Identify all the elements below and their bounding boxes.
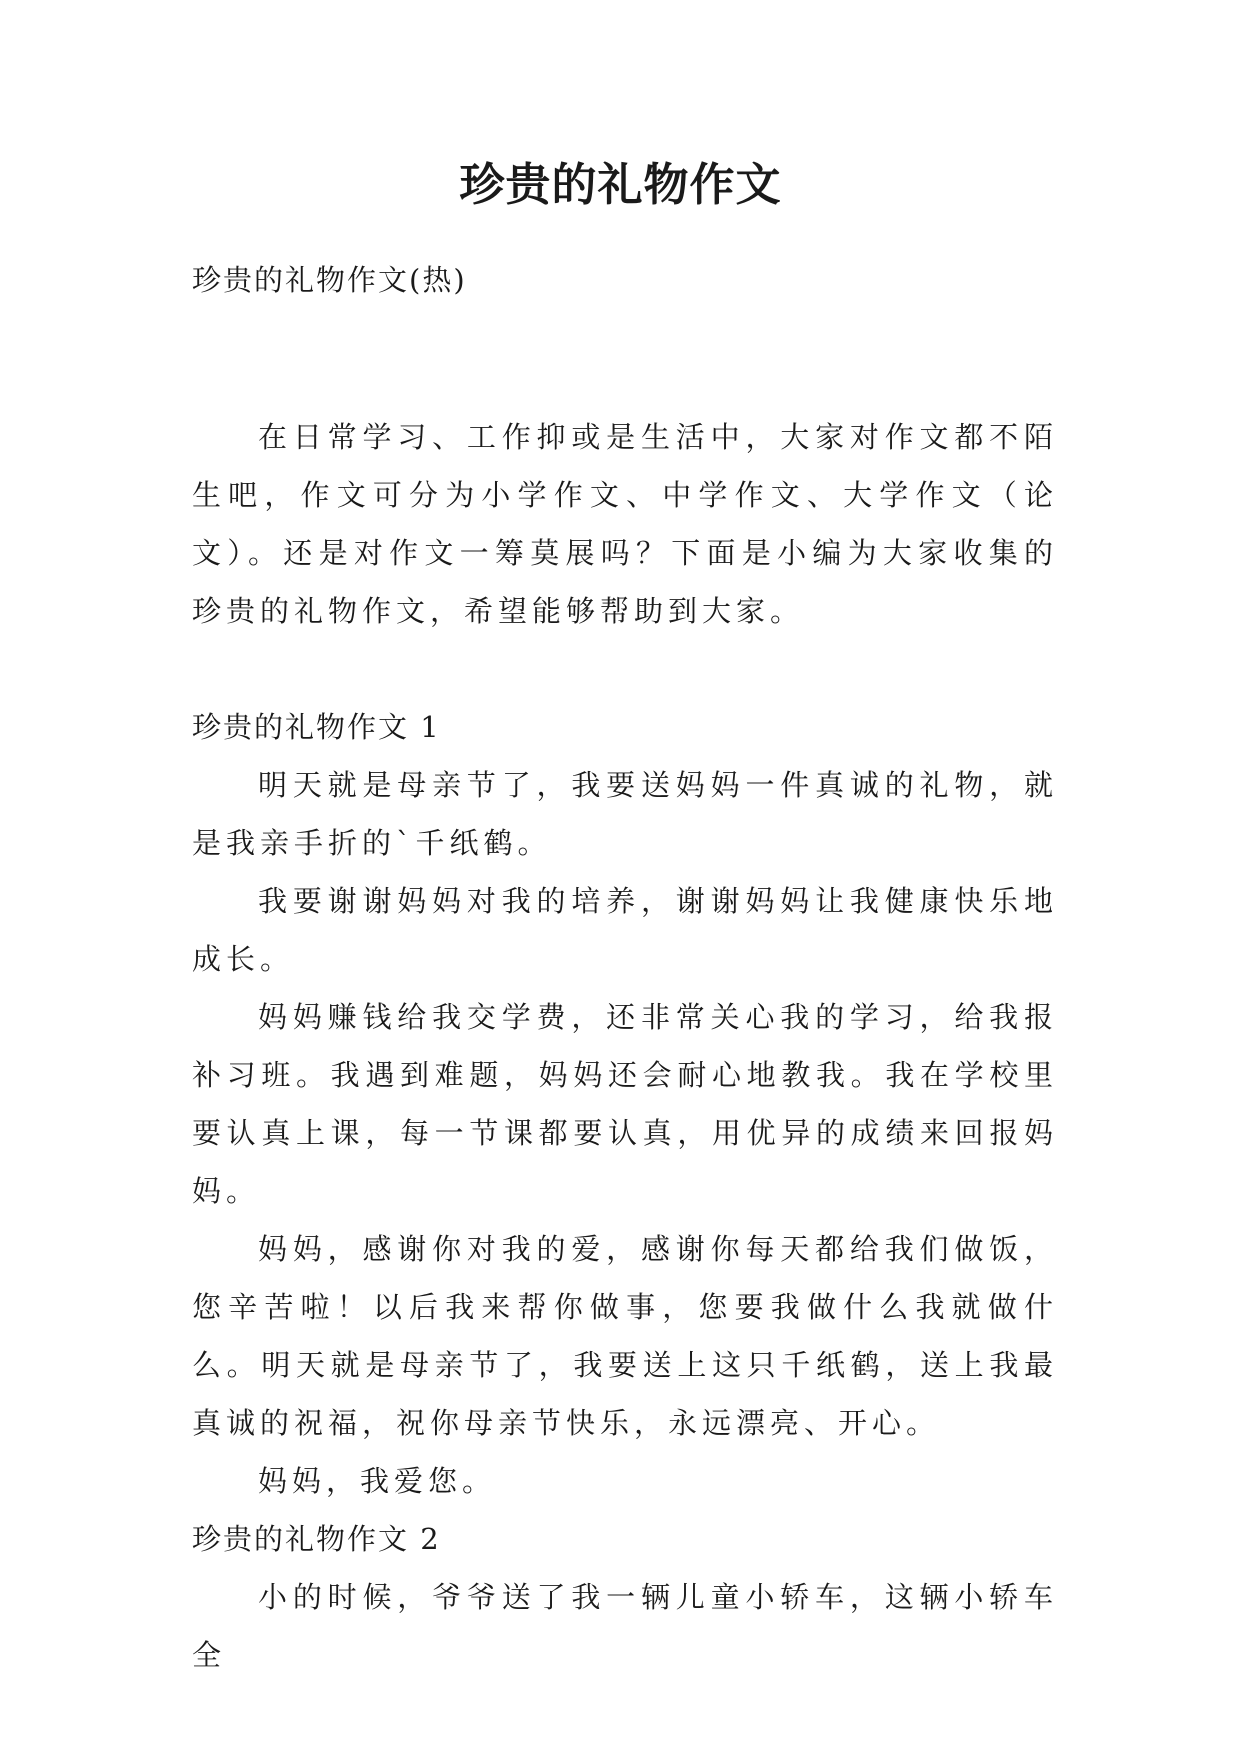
essay-1-paragraph-1: 明天就是母亲节了，我要送妈妈一件真诚的礼物，就是我亲手折的`千纸鹤。	[192, 768, 1058, 860]
essay-2-paragraph-1: 小的时候，爷爷送了我一辆儿童小轿车，这辆小轿车全	[192, 1580, 1058, 1672]
essay-1-paragraph-4: 妈妈，感谢你对我的爱，感谢你每天都给我们做饭，您辛苦啦！以后我来帮你做事，您要我做什么我就做什么。明天就是母亲节了，我要送上这只千纸鹤，送上我最真诚的祝福，祝你母亲节快乐，永远漂亮、开心。	[192, 1232, 1058, 1440]
document-subtitle: 珍贵的礼物作文(热)	[192, 263, 467, 297]
essay-1-heading: 珍贵的礼物作文 1	[192, 710, 441, 744]
essay-1-paragraph-2: 我要谢谢妈妈对我的培养，谢谢妈妈让我健康快乐地成长。	[192, 884, 1058, 976]
essay-2-heading: 珍贵的礼物作文 2	[192, 1522, 441, 1556]
essay-1-paragraph-3: 妈妈赚钱给我交学费，还非常关心我的学习，给我报补习班。我遇到难题，妈妈还会耐心地教我。我在学校里要认真上课，每一节课都要认真，用优异的成绩来回报妈妈。	[192, 1000, 1058, 1208]
essay-body	[192, 698, 1058, 1684]
essay-1-paragraph-5: 妈妈，我爱您。	[258, 1464, 497, 1498]
document-title: 珍贵的礼物作文	[459, 158, 782, 211]
intro-paragraph: 在日常学习、工作抑或是生活中，大家对作文都不陌生吧，作文可分为小学作文、中学作文、大学作文（论文）。还是对作文一筹莫展吗？下面是小编为大家收集的珍贵的礼物作文，希望能够帮助到大家。	[192, 420, 1058, 628]
